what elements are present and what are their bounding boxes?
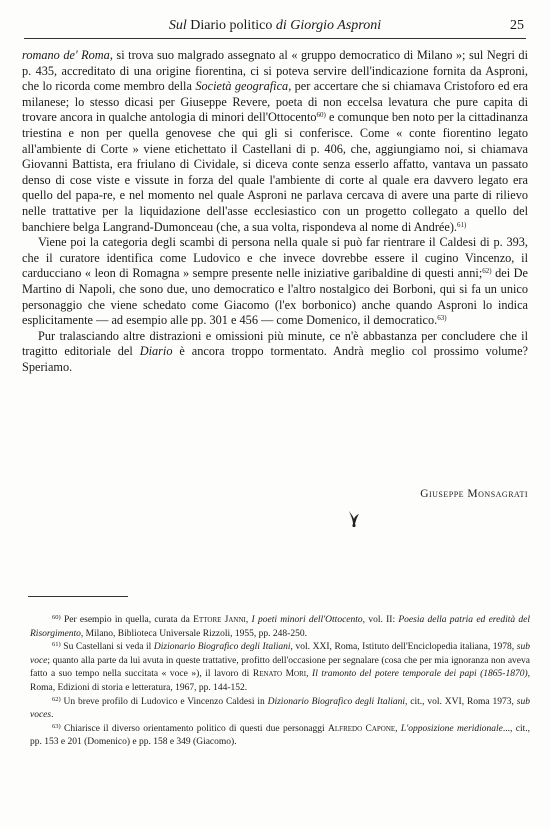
paragraph-3 — [22, 329, 528, 376]
fn63-a: Chiarisce il diverso orientamento politico di questi due personaggi — [60, 723, 329, 734]
fn61-g: , — [306, 669, 313, 680]
footnote-62 — [30, 696, 530, 723]
fn61-a: Su Castellani si veda il — [60, 642, 154, 653]
running-title — [24, 18, 526, 34]
page-number: 25 — [510, 18, 524, 33]
running-head — [24, 14, 526, 39]
fn63-c: , — [395, 723, 401, 734]
fn62-a: Un breve profilo di Ludovico e Vincenzo Caldesi in — [60, 696, 268, 707]
paragraph-2 — [22, 235, 528, 329]
p1-societa-geografica: Società geografica — [195, 79, 289, 94]
fn61-sub-voce: sub voce — [30, 642, 530, 666]
fn61-i: , Roma, Edizioni di storia e letteratura, 1967, pp. 144-152. — [30, 669, 531, 693]
fn60-e: , vol. II: — [362, 615, 399, 625]
fn60-a: Per esempio in quella, curata da — [60, 615, 194, 625]
footnote-rule — [28, 596, 128, 597]
fn61-dizionario: Dizionario Biografico degli Italiani — [153, 642, 291, 653]
running-title-diario: Diario politico — [186, 18, 276, 33]
fn61-c: , vol. XXI, Roma, Istituto dell'Enciclopedia italiana, 1978, — [290, 642, 517, 653]
fn61-author: Renato Mori — [252, 669, 307, 680]
fn61-e: ; quanto alla parte da lui avuta in queste trattative, profitto dell'occasione per segnalare (cosa che per mia ignoranza non aveva fatto a suo tempo nella succitata « voce »), il lavoro di — [30, 655, 530, 680]
p1-roman-name: romano de' Roma — [22, 48, 110, 62]
fn62-e: . — [51, 710, 54, 721]
footnote-ref-61[interactable]: 61) — [457, 220, 467, 229]
fn61-title: Il tramonto del potere temporale dei papi (1865-1870) — [312, 669, 528, 680]
fn60-g: , Milano, Biblioteca Universale Rizzoli, 1955, pp. 248-250. — [80, 628, 307, 639]
running-title-author: Giorgio Asproni — [286, 18, 382, 33]
footnote-60-number: 60) — [52, 614, 61, 621]
p1-text-b: , per accertare che si chiamava Cristoforo ed era milanese; lo stesso dicasi per Giuseppe Revere, poeta di non eccelsa levatura che pure capita di trovare ancora in qualche antologia di minori dell'Ottocento — [22, 79, 528, 125]
footnote-ref-63[interactable]: 63) — [437, 314, 447, 323]
ornament-icon — [345, 508, 363, 528]
footnote-63-number: 63) — [52, 722, 61, 730]
p3-text-a: Pur tralasciando altre distrazioni e omissioni più minute, ce n'è abbastanza per concludere che il tragitto editoriale del — [22, 328, 528, 359]
footnote-60 — [30, 614, 530, 641]
p2-text-b: dei De Martino di Napoli, che sono due, uno democratico e l'altro nostalgico dei Borboni, qui si fa un unico personaggio che viene schedato come Giacomo (l'ex borbonico) anche quando Asproni lo indica esplicitamente — ad esempio alle pp. 301 e 456 — come Domenico, il democratico. — [22, 266, 528, 328]
footnote-ref-60[interactable]: 60) — [316, 111, 326, 120]
paragraph-1 — [22, 48, 528, 235]
footnotes — [30, 614, 530, 750]
fn62-dizionario: Dizionario Biografico degli Italiani — [267, 696, 406, 707]
fn60-subtitle: Poesia della patria ed eredità del Risorgimento — [30, 615, 531, 639]
body-text — [22, 48, 528, 375]
author-signature: Giuseppe Monsagrati — [420, 488, 528, 500]
p2-text-a: Viene poi la categoria degli scambi di persona nella quale si può far rientrare il Caldesi di p. 393, che il curatore identifica come Ludovico e che invece dovrebbe essere il cugino Vincenzo, il carducciano « leon di Romagna » sempre presente nelle iniziative garibaldine di questi anni; — [22, 235, 528, 281]
p3-diario: Diario — [139, 344, 173, 359]
footnote-61 — [30, 641, 530, 695]
footnote-62-number: 62) — [52, 695, 61, 703]
fn62-sub-voces: sub voces — [30, 696, 530, 721]
p1-text-a: , si trova suo malgrado assegnato al « gruppo democratico di Milano »; sul Negri di p. 435, accreditato di una origine fiorentina, ci si poteva servire dell'indicazione fornita da Asproni, che lo ricorda come membro della — [22, 48, 528, 94]
footnote-63 — [30, 723, 530, 750]
fn63-e: ..., cit., pp. 153 e 201 (Domenico) e pp. 158 e 349 (Giacomo). — [30, 723, 531, 748]
fn63-author: Alfredo Capone — [328, 723, 396, 734]
fn63-title: L'opposizione meridionale — [400, 723, 503, 734]
fn60-author: Ettore Janni — [193, 615, 246, 625]
footnote-ref-62[interactable]: 62) — [482, 267, 492, 276]
p3-text-b: è ancora troppo tormentato. Andrà meglio col prossimo volume? Speriamo. — [22, 344, 528, 374]
footnote-61-number: 61) — [52, 641, 61, 649]
fn60-c: , — [245, 615, 252, 625]
p1-text-c: e comunque ben noto per la cittadinanza triestina e non per quella genovese che qui gli si conferisce. Come « conte fiorentino legato all'ambiente di Corte » viene etichettato il Castellani di p. 406, che, aggiungiamo noi, si chiamava Giovanni Battista, era friulano di Cividale, si diceva conte senza esserlo affatto, vantava un passato denso di cose viste e vissute in forza del quale l'ambiente di corte al quale era davvero legato era quello del papa-re, e nel momento nel quale Asproni ne parlava cercava di avere una parte di rilievo nelle trattative per la liquidazione dell'asse ecclesiastico con un progetto collegato a quello del banchiere belga Langrand-Dumonceau (che, a sua volta, rispondeva al nome di Andrée). — [22, 110, 528, 234]
fn62-c: , cit., vol. XVI, Roma 1973, — [405, 696, 517, 707]
running-title-sul: Sul — [168, 18, 187, 33]
running-title-di: di — [275, 18, 287, 33]
fn60-title: I poeti minori dell'Ottocento — [251, 615, 363, 625]
